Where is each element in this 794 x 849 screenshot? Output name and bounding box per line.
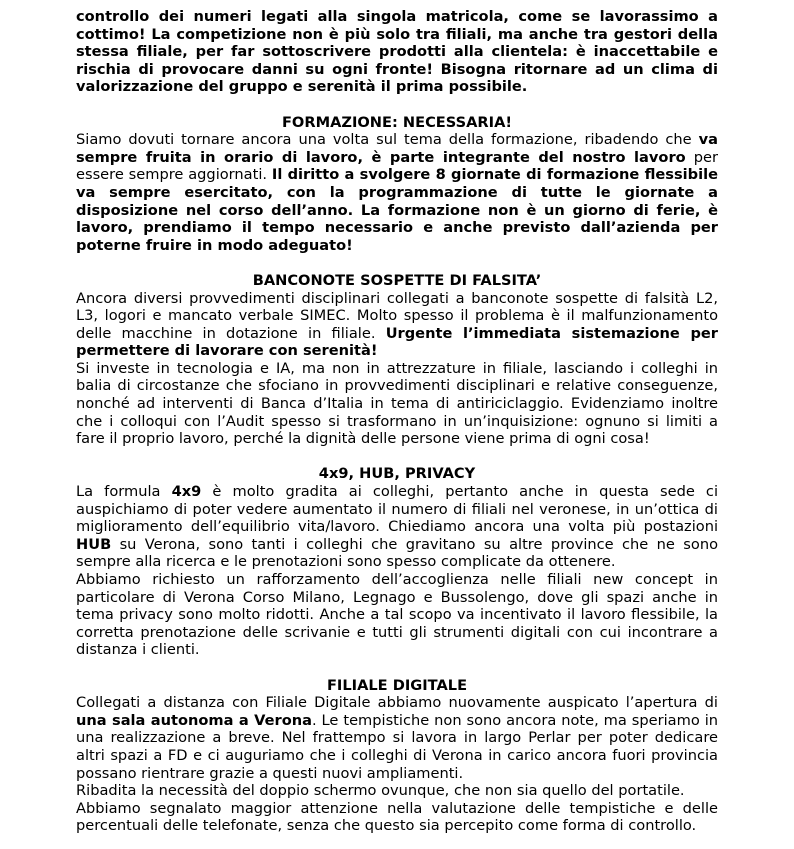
filiale-paragraph-2: Ribadita la necessità del doppio schermo ovunque, che non sia quello del portatile. — [76, 782, 685, 800]
spacer — [76, 96, 718, 114]
formazione-paragraph — [76, 131, 718, 254]
intro-bold: controllo dei numeri legati alla singola matricola, come se lavorassimo a cottimo! La competizione non è più solo tra filiali, ma anche tra gestori della stessa filiale, per far sottoscrivere prodotti alla clientela: è inaccettabile e rischia di provocare danni su ogni fronte! Bisogna ritornare ad un clima di valorizzazione del gruppo e serenità il prima possibile. — [76, 8, 718, 96]
banconote-paragraph-1 — [76, 290, 718, 360]
section-title-banconote: BANCONOTE SOSPETTE DI FALSITA’ — [252, 271, 542, 289]
document-column — [76, 8, 718, 835]
formazione-bold-1: va sempre fruita in orario di lavoro, è parte integrante del nostro lavoro — [76, 131, 718, 166]
filiale-text-1: Collegati a distanza con Filiale Digitale abbiamo nuovamente auspicato l’apertura di — [76, 694, 718, 712]
hub-bold-2: HUB — [76, 535, 112, 553]
banconote-bold-1: Urgente l’immediata sistemazione per permettere di lavorare con serenità! — [76, 324, 718, 360]
banconote-text-1: Ancora diversi provvedimenti disciplinari collegati a banconote sospette di falsità L2, L3, logori e mancato verbale SIMEC. Molto spesso il problema è il malfunzionamento delle macchine in dotazione in filiale. — [76, 289, 718, 342]
hub-paragraph-1 — [76, 483, 718, 571]
hub-text-2: è molto gradita ai colleghi, pertanto anche in questa sede ci auspichiamo di poter vedere aumentato il numero di filiali nel veronese, in un’ottica di miglioramento dell’equilibrio vita/lavoro. Chiediamo ancora una volta più postazioni — [76, 483, 719, 536]
hub-bold-1: 4x9 — [171, 483, 202, 501]
section-title-filiale: FILIALE DIGITALE — [326, 676, 468, 694]
formazione-text-1: Siamo dovuti tornare ancora una volta sul tema della formazione, ribadendo che — [76, 131, 699, 149]
filiale-bold-1: una sala autonoma a Verona — [76, 711, 312, 729]
formazione-bold-2: Il diritto a svolgere 8 giornate di formazione flessibile va sempre esercitato, con la programmazione di tutte le giornate a disposizione nel corso dell’anno. La formazione non è un giorno di ferie, è lavoro, prendiamo il tempo necessario e anche previsto dall’azienda per poterne fruire in modo adeguato! — [76, 166, 719, 254]
hub-text-1: La formula — [76, 483, 172, 501]
spacer — [76, 254, 718, 272]
spacer — [76, 448, 718, 466]
section-title-hub: 4x9, HUB, PRIVACY — [318, 465, 476, 483]
filiale-paragraph-3: Abbiamo segnalato maggior attenzione nella valutazione delle tempistiche e delle percentuali delle telefonate, senza che questo sia percepito come forma di controllo. — [76, 799, 718, 835]
section-title-formazione: FORMAZIONE: NECESSARIA! — [281, 113, 513, 131]
spacer — [76, 659, 718, 677]
formazione-text-2: per essere sempre aggiornati. — [76, 148, 718, 184]
hub-text-3: su Verona, sono tanti i colleghi che gravitano su altre province che ne sono sempre alla ricerca e le prenotazioni sono spesso complicate da ottenere. — [76, 535, 718, 571]
filiale-text-2: . Le tempistiche non sono ancora note, ma speriamo in una realizzazione a breve. Nel frattempo si lavora in largo Perlar per poter dedicare altri spazi a FD e ci auguriamo che i colleghi di Verona in carico ancora fuori provincia possano rientrare grazie a questi nuovi ampliamenti. — [76, 711, 718, 782]
hub-paragraph-2: Abbiamo richiesto un rafforzamento dell’accoglienza nelle filiali new concept in particolare di Verona Corso Milano, Legnago e Bussolengo, dove gli spazi anche in tema privacy sono molto ridotti. Anche a tal scopo va incentivato il lavoro flessibile, la corretta prenotazione delle scrivanie e tutti gli strumenti digitali con cui incontrare a distanza i clienti. — [76, 571, 718, 659]
intro-paragraph — [76, 8, 718, 96]
banconote-paragraph-2: Si investe in tecnologia e IA, ma non in attrezzature in filiale, lasciando i colleghi in balia di circostanze che sfociano in provvedimenti disciplinari e relative conseguenze, nonché ad interventi di Banca d’Italia in tema di antiriciclaggio. Evidenziamo inoltre che i colloqui con l’Audit spesso si trasformano in un’inquisizione: ognuno si limiti a fare il proprio lavoro, perché la dignità delle persone viene prima di ogni cosa! — [76, 359, 718, 448]
filiale-paragraph-1 — [76, 694, 718, 782]
